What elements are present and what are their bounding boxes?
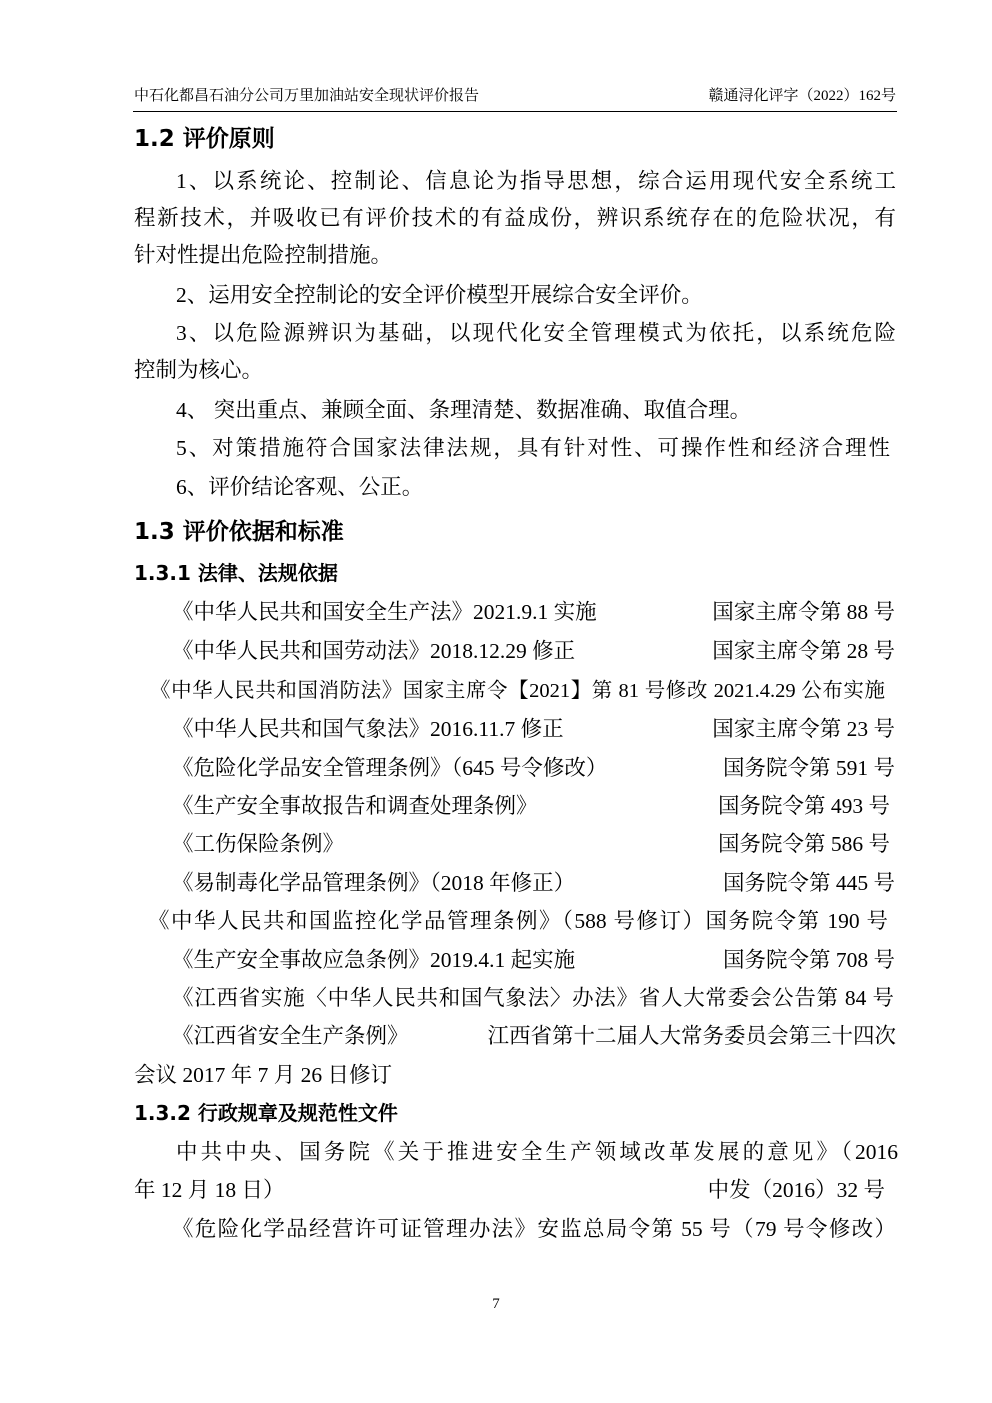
paragraph-line: 3、以危险源辨识为基础，以现代化安全管理模式为依托，以系统危险 [176,321,896,345]
law-item [172,636,895,666]
page-number: 7 [492,1296,500,1312]
law-item: 会议 2017 年 7 月 26 日修订 [134,1063,393,1087]
paragraph-line: 2、运用安全控制论的安全评价模型开展综合安全评价。 [176,283,703,307]
paragraph-line: 程新技术，并吸收已有评价技术的有益成份，辨识系统存在的危险状况，有 [134,206,896,230]
law-item [172,753,895,783]
law-decree: 国务院令第 708 号 [722,948,895,972]
law-item [172,868,895,898]
law-decree: 国务院令第 586 号 [717,832,890,856]
paragraph-line: 控制为核心。 [134,358,264,382]
law-title: 《中华人民共和国劳动法》2018.12.29 修正 [172,639,576,663]
regulation-date: 年 12 月 18 日） [134,1178,285,1202]
law-title: 《中华人民共和国安全生产法》2021.9.1 实施 [172,600,597,624]
law-title: 《中华人民共和国气象法》2016.11.7 修正 [172,717,564,741]
law-decree: 国务院令第 445 号 [722,871,895,895]
law-item [172,945,895,975]
law-decree: 江西省第十二届人大常务委员会第三十四次 [487,1024,896,1048]
law-item [172,791,890,821]
law-decree: 国家主席令第 88 号 [712,600,895,624]
law-item [172,597,895,627]
law-item [172,829,890,859]
law-item: 《中华人民共和国监控化学品管理条例》（588 号修订）国务院令第 190 号 [148,909,888,933]
paragraph-line: 4、 突出重点、兼顾全面、条理清楚、数据准确、取值合理。 [176,398,752,422]
paragraph-line: 5、对策措施符合国家法律法规，具有针对性、可操作性和经济合理性 [176,436,890,460]
paragraph-line: 针对性提出危险控制措施。 [134,243,393,267]
law-title: 《生产安全事故应急条例》2019.4.1 起实施 [172,948,576,972]
regulation-number: 中发（2016）32 号 [707,1178,885,1202]
header-doc-number: 赣通浔化评字（2022）162号 [708,88,896,104]
section-heading-1-3-1: 1.3.1 法律、法规依据 [134,561,338,585]
law-decree: 国务院令第 493 号 [717,794,890,818]
regulation-item: 《危险化学品经营许可证管理办法》安监总局令第 55 号（79 号令修改） [172,1217,896,1241]
section-heading-1-3-2: 1.3.2 行政规章及规范性文件 [134,1101,398,1125]
section-heading-1-2: 1.2 评价原则 [134,126,275,152]
paragraph-line: 1、以系统论、控制论、信息论为指导思想，综合运用现代安全系统工 [176,169,896,193]
law-item [172,714,895,744]
law-item: 《中华人民共和国消防法》国家主席令【2021】第 81 号修改 2021.4.29 公布实施 [150,680,885,702]
law-decree: 国务院令第 591 号 [722,756,895,780]
section-heading-1-3: 1.3 评价依据和标准 [134,519,344,545]
regulation-item: 中共中央、国务院《关于推进安全生产领域改革发展的意见》（2016 [176,1140,898,1164]
header-divider [133,111,897,112]
header-title: 中石化都昌石油分公司万里加油站安全现状评价报告 [134,88,480,104]
regulation-item [134,1175,885,1205]
law-title: 《生产安全事故报告和调查处理条例》 [172,794,538,818]
law-item [172,1021,896,1051]
law-title: 《易制毒化学品管理条例》（2018 年修正） [172,871,576,895]
paragraph-line: 6、评价结论客观、公正。 [176,475,424,499]
law-decree: 国家主席令第 28 号 [712,639,895,663]
law-title: 《江西省安全生产条例》 [172,1024,409,1048]
law-item: 《江西省实施〈中华人民共和国气象法〉办法》省人大常委会公告第 84 号 [172,986,894,1010]
law-title: 《工伤保险条例》 [172,832,345,856]
law-title: 《危险化学品安全管理条例》（645 号令修改） [172,756,608,780]
law-decree: 国家主席令第 23 号 [712,717,895,741]
